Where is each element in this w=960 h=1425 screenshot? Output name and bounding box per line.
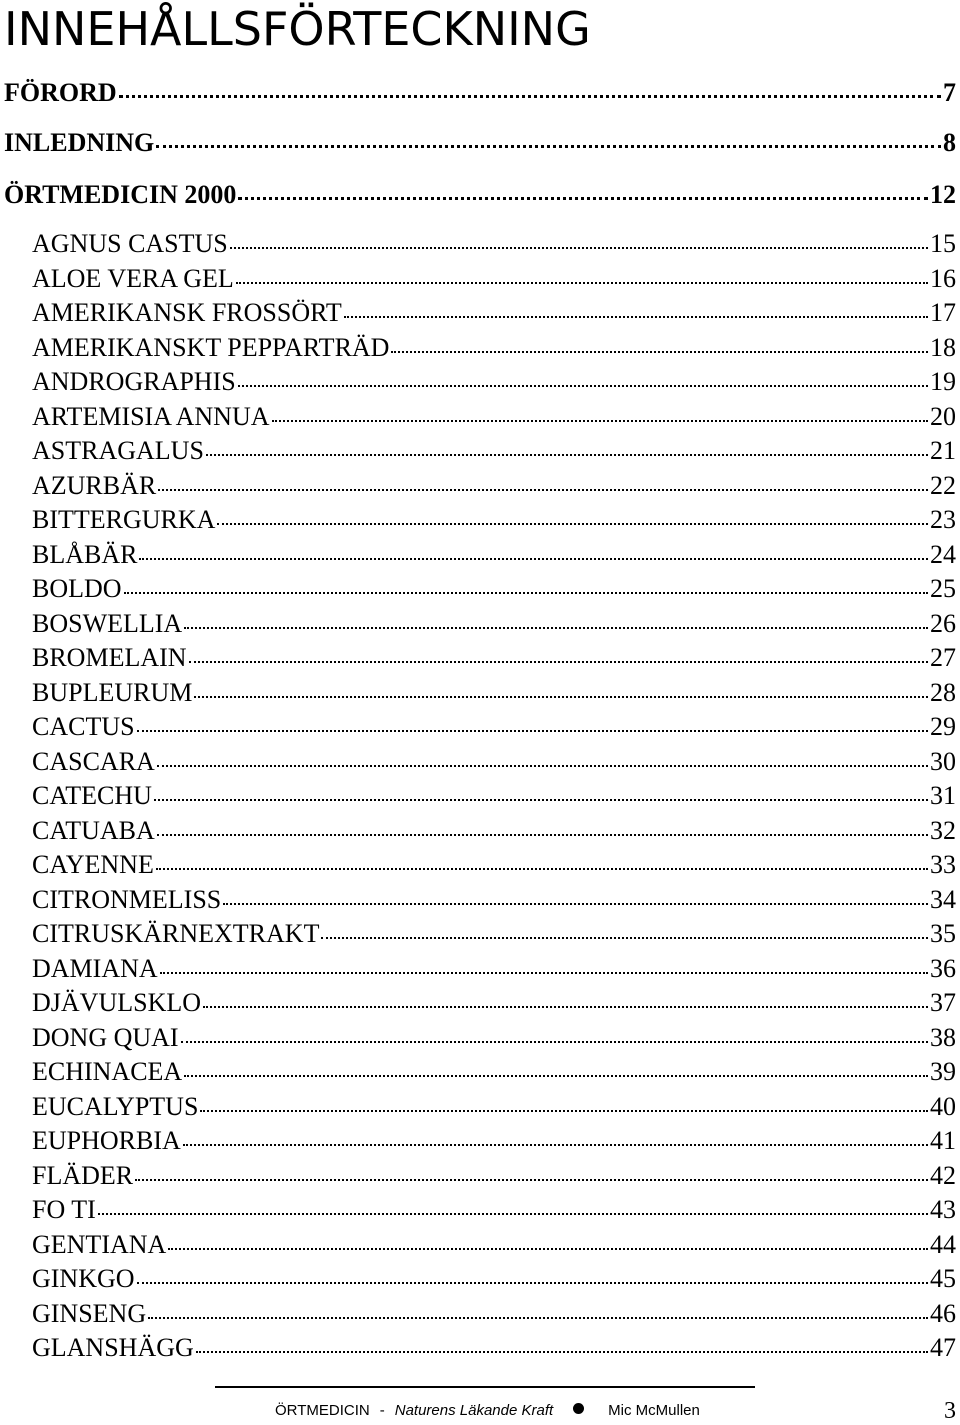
toc-entry-page: 16 (930, 264, 956, 293)
dot-leader (98, 1213, 928, 1215)
dot-leader (184, 627, 928, 629)
toc-entry[interactable] (32, 471, 956, 501)
toc-entry-page: 23 (930, 505, 956, 534)
toc-entry-page: 33 (930, 850, 956, 879)
toc-entry[interactable] (32, 781, 956, 811)
dot-leader (344, 316, 928, 318)
toc-entry[interactable] (32, 1299, 956, 1329)
footer-divider (215, 1386, 755, 1388)
toc-entry-label: BROMELAIN (32, 643, 187, 672)
dot-leader (391, 351, 928, 353)
toc-entry-label: DONG QUAI (32, 1023, 179, 1052)
toc-entry-label: EUPHORBIA (32, 1126, 181, 1155)
dot-leader (206, 454, 928, 456)
toc-entry-page: 28 (930, 678, 956, 707)
toc-entry-label: BOLDO (32, 574, 122, 603)
toc-entry-page: 45 (930, 1264, 956, 1293)
toc-entry-page: 36 (930, 954, 956, 983)
toc-entry[interactable] (32, 988, 956, 1018)
dot-leader (135, 1179, 928, 1181)
toc-entry-page: 12 (930, 180, 956, 209)
dot-leader (160, 972, 928, 974)
toc-entry-page: 31 (930, 781, 956, 810)
toc-entry[interactable] (32, 678, 956, 708)
dot-leader (119, 95, 941, 98)
dot-leader (157, 834, 928, 836)
toc-entry-label: DJÄVULSKLO (32, 988, 201, 1017)
toc-entry-page: 41 (930, 1126, 956, 1155)
toc-entry-label: INLEDNING (4, 128, 155, 157)
toc-entry[interactable] (32, 1057, 956, 1087)
toc-entry[interactable] (32, 540, 956, 570)
toc-entry-page: 15 (930, 229, 956, 258)
toc-entry[interactable] (32, 747, 956, 777)
toc-entry[interactable] (4, 180, 956, 210)
dot-leader (223, 903, 928, 905)
toc-entry-page: 20 (930, 402, 956, 431)
toc-entry-label: ALOE VERA GEL (32, 264, 234, 293)
toc-entry-label: BUPLEURUM (32, 678, 193, 707)
toc-entry-label: BITTERGURKA (32, 505, 216, 534)
toc-entry-page: 21 (930, 436, 956, 465)
dot-leader (137, 730, 928, 732)
footer-title: ÖRTMEDICIN (275, 1402, 370, 1419)
toc-entry-label: AGNUS CASTUS (32, 229, 228, 258)
toc-entry-label: GENTIANA (32, 1230, 167, 1259)
toc-entry[interactable] (32, 1264, 956, 1294)
dot-leader (217, 523, 928, 525)
toc-entry-page: 35 (930, 919, 956, 948)
toc-entry-label: GINSENG (32, 1299, 147, 1328)
toc-entry[interactable] (32, 229, 956, 259)
toc-entry-page: 44 (930, 1230, 956, 1259)
toc-entry[interactable] (32, 333, 956, 363)
dot-leader (139, 558, 928, 560)
toc-entry[interactable] (32, 402, 956, 432)
footer-author: Mic McMullen (608, 1402, 700, 1419)
toc-entry[interactable] (32, 919, 956, 949)
dot-leader (148, 1317, 928, 1319)
dot-leader (236, 282, 928, 284)
dot-leader (124, 592, 928, 594)
toc-entry[interactable] (32, 1023, 956, 1053)
dot-leader (203, 1006, 928, 1008)
toc-entry-label: FLÄDER (32, 1161, 134, 1190)
toc-entry-label: ARTEMISIA ANNUA (32, 402, 270, 431)
page-title: INNEHÅLLSFÖRTECKNING (4, 2, 591, 56)
toc-entry-label: FO TI (32, 1195, 96, 1224)
toc-entry[interactable] (32, 609, 956, 639)
dot-leader (156, 868, 928, 870)
dot-leader (183, 1144, 928, 1146)
toc-entry-label: ANDROGRAPHIS (32, 367, 236, 396)
toc-entry-label: CATECHU (32, 781, 152, 810)
toc-entry-page: 19 (930, 367, 956, 396)
toc-entry-label: CATUABA (32, 816, 155, 845)
toc-entry-page: 7 (943, 78, 956, 107)
toc-entry[interactable] (32, 1126, 956, 1156)
toc-entry[interactable] (4, 128, 956, 158)
toc-entry-label: GINKGO (32, 1264, 135, 1293)
toc-entry[interactable] (32, 1333, 956, 1363)
toc-entry-label: CASCARA (32, 747, 155, 776)
toc-entry[interactable] (32, 505, 956, 535)
toc-entry[interactable] (32, 1161, 956, 1191)
toc-entry-page: 39 (930, 1057, 956, 1086)
toc-entry[interactable] (32, 574, 956, 604)
toc-entry-label: GLANSHÄGG (32, 1333, 194, 1362)
toc-entry[interactable] (32, 298, 956, 328)
footer (275, 1402, 700, 1419)
toc-entry-label: FÖRORD (4, 78, 117, 107)
toc-entry[interactable] (32, 1195, 956, 1225)
toc-entry-page: 27 (930, 643, 956, 672)
toc-entry-label: ASTRAGALUS (32, 436, 204, 465)
toc-entry-label: AZURBÄR (32, 471, 157, 500)
footer-subtitle: Naturens Läkande Kraft (394, 1402, 554, 1419)
toc-entry-page: 46 (930, 1299, 956, 1328)
toc-entry[interactable] (32, 1092, 956, 1122)
toc-entry[interactable] (4, 78, 956, 108)
dot-leader (196, 1351, 928, 1353)
toc-entry[interactable] (32, 885, 956, 915)
toc-entry-page: 42 (930, 1161, 956, 1190)
toc-entry-page: 26 (930, 609, 956, 638)
toc-entry-label: CITRUSKÄRNEXTRAKT (32, 919, 320, 948)
toc-entry-page: 37 (930, 988, 956, 1017)
toc-entry-page: 18 (930, 333, 956, 362)
toc-entry-label: BLÅBÄR (32, 540, 138, 569)
bullet-icon (573, 1403, 584, 1414)
toc-entry[interactable] (32, 643, 956, 673)
dot-leader (189, 661, 928, 663)
toc-entry-label: EUCALYPTUS (32, 1092, 199, 1121)
dot-leader (321, 937, 928, 939)
toc-entry-page: 38 (930, 1023, 956, 1052)
toc-entry-page: 40 (930, 1092, 956, 1121)
toc-entry[interactable] (32, 264, 956, 294)
toc-entry-label: ECHINACEA (32, 1057, 183, 1086)
toc-entry-page: 32 (930, 816, 956, 845)
dot-leader (158, 489, 928, 491)
dot-leader (168, 1248, 928, 1250)
toc-entry-label: CITRONMELISS (32, 885, 222, 914)
toc-entry-label: DAMIANA (32, 954, 158, 983)
toc-entry-label: ÖRTMEDICIN 2000 (4, 180, 237, 209)
dot-leader (194, 696, 928, 698)
toc-entry[interactable] (32, 712, 956, 742)
toc-entry[interactable] (32, 367, 956, 397)
toc-entry-page: 34 (930, 885, 956, 914)
toc-entry-label: CACTUS (32, 712, 135, 741)
toc-entry-page: 29 (930, 712, 956, 741)
toc-entry-label: AMERIKANSKT PEPPARTRÄD (32, 333, 390, 362)
dot-leader (184, 1075, 928, 1077)
dot-leader (137, 1282, 928, 1284)
toc-entry[interactable] (32, 1230, 956, 1260)
toc-entry[interactable] (32, 436, 956, 466)
dot-leader (157, 765, 928, 767)
dot-leader (272, 420, 928, 422)
footer-separator: - (379, 1402, 385, 1419)
toc-entry[interactable] (32, 816, 956, 846)
toc-entry-label: CAYENNE (32, 850, 154, 879)
toc-entry-page: 8 (943, 128, 956, 157)
dot-leader (238, 197, 928, 200)
page-number: 3 (944, 1398, 956, 1424)
dot-leader (154, 799, 928, 801)
toc-entry-label: AMERIKANSK FROSSÖRT (32, 298, 342, 327)
toc-entry[interactable] (32, 850, 956, 880)
dot-leader (200, 1110, 928, 1112)
dot-leader (156, 145, 941, 148)
dot-leader (181, 1041, 928, 1043)
toc-entry-page: 22 (930, 471, 956, 500)
toc-entry-label: BOSWELLIA (32, 609, 183, 638)
toc-entry-page: 43 (930, 1195, 956, 1224)
toc-entry-page: 24 (930, 540, 956, 569)
toc-entry-page: 30 (930, 747, 956, 776)
toc-entry[interactable] (32, 954, 956, 984)
toc-entry-page: 17 (930, 298, 956, 327)
dot-leader (230, 247, 928, 249)
dot-leader (238, 385, 928, 387)
toc-entry-page: 47 (930, 1333, 956, 1362)
toc-entry-page: 25 (930, 574, 956, 603)
